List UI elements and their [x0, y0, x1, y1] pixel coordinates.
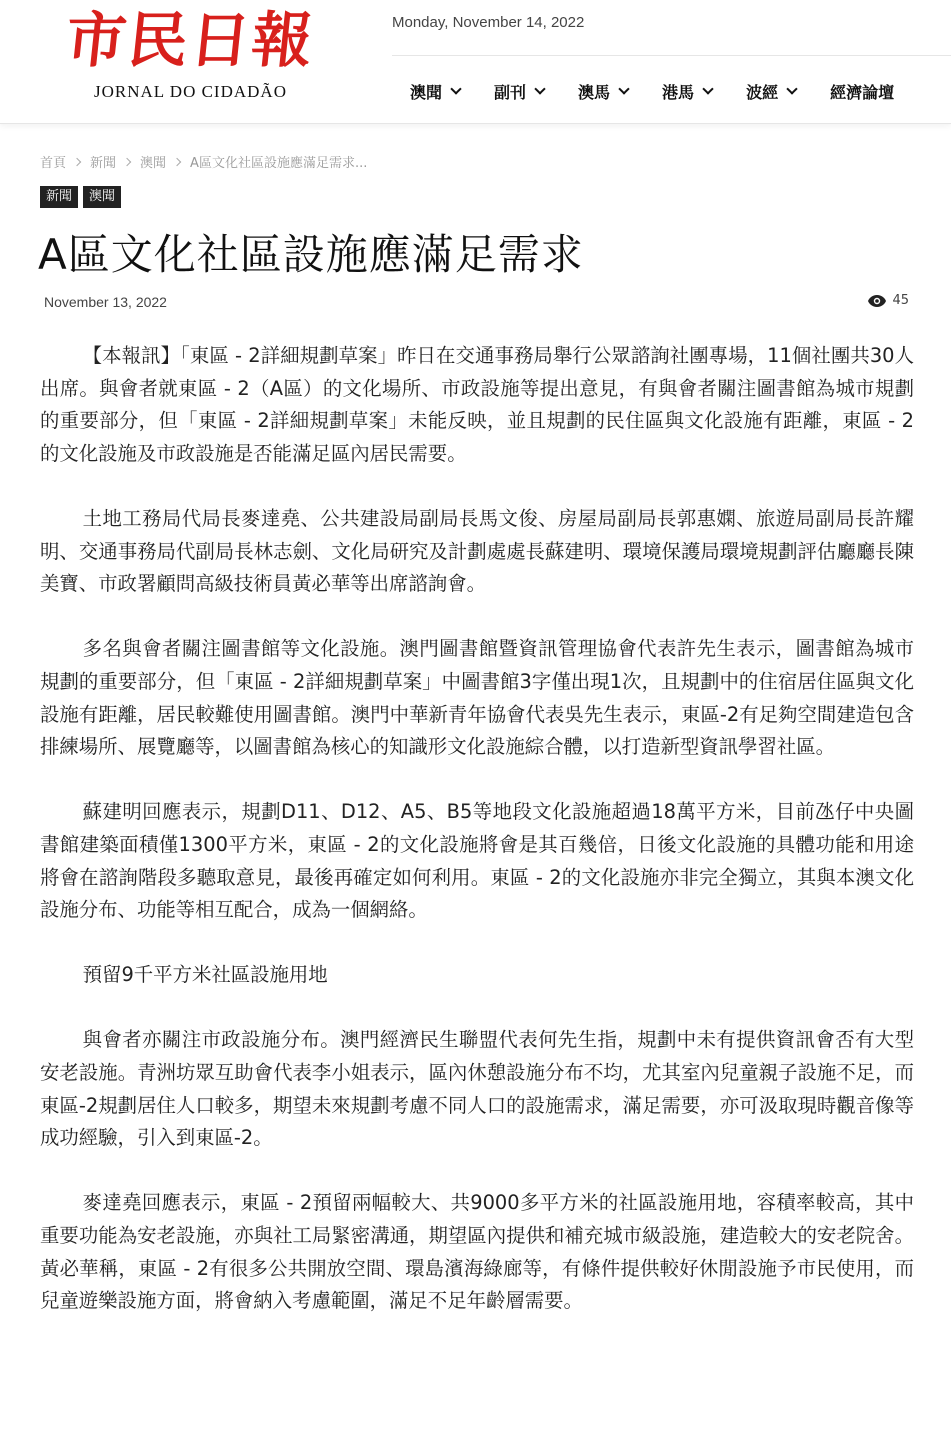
- view-count: [868, 293, 909, 308]
- logo-chinese-text: 市民日報: [62, 6, 318, 76]
- chevron-right-icon: [73, 157, 81, 165]
- article-subheading: 預留9千平方米社區設施用地: [82, 963, 328, 987]
- header-divider: [392, 55, 951, 56]
- nav-item-macau-racing[interactable]: [578, 76, 628, 106]
- nav-label: 副刊: [494, 82, 527, 102]
- nav-label: 波經: [746, 82, 779, 102]
- nav-label: 經濟論壇: [830, 82, 895, 102]
- nav-label: 澳聞: [410, 82, 443, 102]
- article-title: A區文化社區設施應滿足需求: [38, 230, 584, 279]
- article-paragraph: 麥達堯回應表示，東區 - 2預留兩幅較大、共9000多平方米的社區設施用地，容積率較高，其中重要功能為安老設施，亦與社工局緊密溝通，期望區內提供和補充城市級設施，建造較大的安老院舍。黃必華稱，東區 - 2有很多公共開放空間、環島濱海綠廊等，有條件提供較好休閒設施予市民使用，而兒童遊樂設施方面，將會納入考慮範圍，滿足不足年齡層需要。: [40, 1191, 914, 1313]
- logo-portuguese-text: JORNAL DO CIDADÃO: [94, 82, 287, 101]
- chevron-down-icon: [450, 83, 461, 94]
- breadcrumb-home[interactable]: 首頁: [40, 156, 67, 171]
- nav-item-supplement[interactable]: [494, 76, 544, 106]
- chevron-down-icon: [786, 83, 797, 94]
- article-paragraph: 多名與會者關注圖書館等文化設施。澳門圖書館暨資訊管理協會代表許先生表示，圖書館為城市規劃的重要部分，但「東區 - 2詳細規劃草案」中圖書館3字僅出現1次，且規劃中的住宿居住區與文化設施有距離，居民較難使用圖書館。澳門中華新青年協會代表吳先生表示，東區-2有足夠空間建造包含排練場所、展覽廳等，以圖書館為核心的知識形文化設施綜合體，以打造新型資訊學習社區。: [40, 637, 914, 759]
- nav-item-economy-forum[interactable]: [830, 76, 894, 106]
- breadcrumb-macau-news[interactable]: 澳聞: [140, 156, 167, 171]
- chevron-down-icon: [534, 83, 545, 94]
- breadcrumb-current: A區文化社區設施應滿足需求...: [190, 156, 368, 171]
- nav-item-football[interactable]: [746, 76, 796, 106]
- chevron-right-icon: [173, 157, 181, 165]
- header-date: Monday, November 14, 2022: [392, 14, 585, 31]
- article-paragraph: 蘇建明回應表示，規劃D11、D12、A5、B5等地段文化設施超過18萬平方米，目前氹仔中央圖書館建築面積僅1300平方米，東區 - 2的文化設施將會是其百幾倍，日後文化設施的具體功能和用途將會在諮詢階段多聽取意見，最後再確定如何利用。東區 - 2的文化設施亦非完全獨立，其與本澳文化設施分布、功能等相互配合，成為一個網絡。: [40, 800, 914, 922]
- nav-item-macau-news[interactable]: [410, 76, 460, 106]
- article-body: [40, 340, 914, 1350]
- chevron-down-icon: [618, 83, 629, 94]
- tag-news[interactable]: 新聞: [40, 186, 78, 208]
- tag-macau-news[interactable]: 澳聞: [83, 186, 121, 208]
- breadcrumb: [40, 152, 367, 171]
- nav-item-hk-racing[interactable]: [662, 76, 712, 106]
- nav-label: 港馬: [662, 82, 695, 102]
- site-header: [0, 0, 951, 124]
- article-date: November 13, 2022: [44, 294, 167, 310]
- breadcrumb-news[interactable]: 新聞: [90, 156, 117, 171]
- article-paragraph: 與會者亦關注市政設施分布。澳門經濟民生聯盟代表何先生指，規劃中未有提供資訊會否有大型安老設施。青洲坊眾互助會代表李小姐表示，區內休憩設施分布不均，尤其室內兒童親子設施不足，而東區-2規劃居住人口較多，期望未來規劃考慮不同人口的設施需求，滿足需要，亦可汲取現時觀音像等成功經驗，引入到東區-2。: [40, 1028, 914, 1150]
- main-nav: [410, 76, 894, 106]
- article-paragraph: 【本報訊】「東區 - 2詳細規劃草案」昨日在交通事務局舉行公眾諮詢社團專場，11個社團共30人出席。與會者就東區 - 2（A區）的文化場所、市政設施等提出意見，有與會者關注圖書館為城市規劃的重要部分，但「東區 - 2詳細規劃草案」未能反映，並且規劃的民住區與文化設施有距離，東區 - 2的文化設施及市政設施是否能滿足區內居民需要。: [40, 344, 914, 465]
- category-tags: [40, 186, 126, 208]
- chevron-down-icon: [702, 83, 713, 94]
- site-logo[interactable]: [62, 4, 318, 108]
- article-paragraph: 土地工務局代局長麥達堯、公共建設局副局長馬文俊、房屋局副局長郭惠嫻、旅遊局副局長許耀明、交通事務局代副局長林志劍、文化局研究及計劃處處長蘇建明、環境保護局環境規劃評估廳廳長陳美寶、市政署顧問高級技術員黃必華等出席諮詢會。: [40, 506, 914, 596]
- nav-label: 澳馬: [578, 82, 611, 102]
- eye-icon: [868, 295, 886, 307]
- view-count-value: 45: [892, 293, 909, 308]
- chevron-right-icon: [123, 157, 131, 165]
